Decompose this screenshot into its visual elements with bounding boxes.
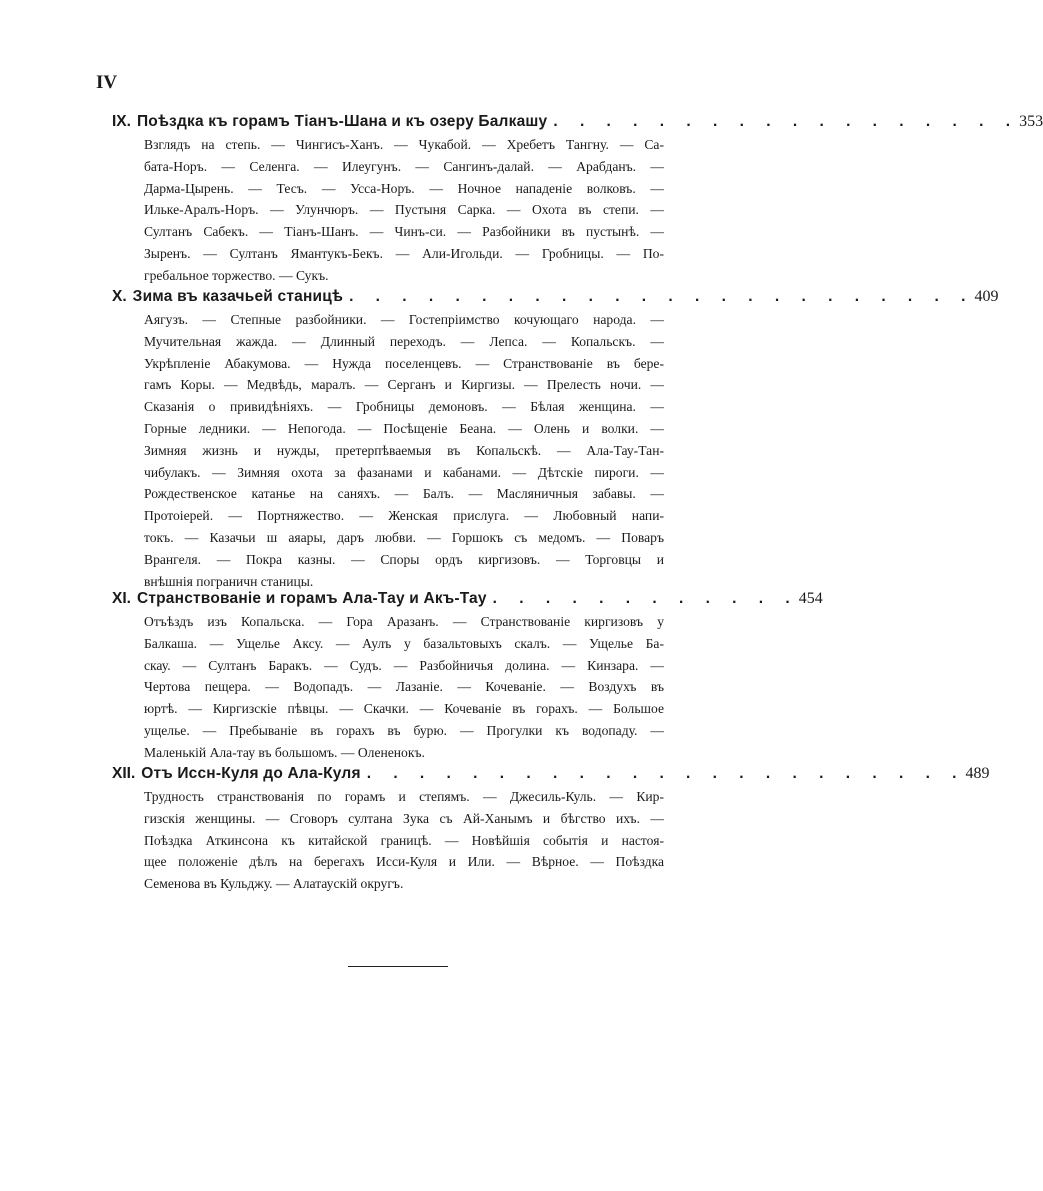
chapter-xii — [112, 762, 990, 895]
summary-line: Дарма-Цырень. — Тесъ. — Усса-Норъ. — Ночное нападеніе волковъ. — — [144, 180, 664, 196]
chapter-heading — [112, 762, 990, 786]
summary-line: Зимняя жизнь и нужды, претерпѣваемыя въ Копальскѣ. — Ала-Тау-Тан- — [144, 442, 664, 458]
chapter-number: IX. — [112, 113, 131, 130]
chapter-number: XI. — [112, 590, 131, 607]
summary-line: внѣшнія пограничн станицы. — [144, 573, 314, 589]
chapter-xi — [112, 587, 823, 764]
page-number: IV — [96, 72, 118, 93]
summary-line: Сказанія о привидѣніяхъ. — Гробницы демоновъ. — Бѣлая женщина. — — [144, 399, 664, 415]
summary-line: Ильке-Аралъ-Норъ. — Улунчюръ. — Пустыня Сарка. — Охота въ степи. — — [144, 202, 664, 218]
chapter-title: Поѣздка къ горамъ Тіанъ-Шана и къ озеру Балкашу — [136, 113, 548, 130]
summary-line: скау. — Султанъ Баракъ. — Судъ. — Разбойничья долина. — Кинзара. — — [144, 657, 664, 673]
leader-dots: . . . . . . . . . . . . — [492, 590, 799, 607]
leader-dots: . . . . . . . . . . . . . . . . . . . . . . . . — [349, 288, 975, 305]
summary-line: ущелье. — Пребываніе въ горахъ въ бурю. — Прогулки къ водопаду. — — [144, 722, 664, 738]
chapter-heading — [112, 110, 1043, 134]
chapter-heading — [112, 285, 999, 309]
summary-line: Взглядъ на степь. — Чингисъ-Ханъ. — Чукабой. — Хребетъ Тангну. — Са- — [144, 137, 664, 152]
summary-line: Рождественское катанье на саняхъ. — Балъ. — Масляничныя забавы. — — [144, 486, 664, 502]
closing-rule — [348, 966, 448, 967]
chapter-page: 489 — [965, 765, 990, 782]
chapter-heading — [112, 587, 823, 611]
summary-line: Семенова въ Кульджу. — Алатаускій округъ. — [144, 876, 404, 892]
chapter-page: 454 — [798, 590, 823, 607]
summary-line: Врангеля. — Покра казны. — Споры ордъ киргизовъ. — Торговцы и — [144, 551, 664, 567]
summary-line: Балкаша. — Ущелье Аксу. — Аулъ у базальтовыхъ скалъ. — Ущелье Ба- — [144, 635, 664, 651]
chapter-page: 353 — [1019, 113, 1043, 130]
summary-line: Султанъ Сабекъ. — Тіанъ-Шанъ. — Чинъ-си. — Разбойники въ пустынѣ. — — [144, 224, 664, 240]
chapter-number: XII. — [112, 765, 136, 782]
summary-line: щее положеніе дѣлъ на берегахъ Исси-Куля и Или. — Вѣрное. — Поѣздка — [144, 854, 664, 870]
summary-line: Чертова пещера. — Водопадъ. — Лазаніе. — Кочеваніе. — Воздухъ въ — [144, 679, 664, 695]
summary-line: токъ. — Казачьи ш аяары, даръ любви. — Горшокъ съ медомъ. — Поваръ — [144, 529, 664, 545]
chapter-summary — [144, 611, 664, 764]
chapter-summary — [144, 786, 664, 895]
chapter-title: Зима въ казачьей станицѣ — [132, 288, 344, 305]
summary-line: Укрѣпленіе Абакумова. — Нужда поселенцевъ. — Странствованіе въ бере- — [144, 355, 664, 371]
summary-line: Мучительная жажда. — Длинный переходъ. — Лепса. — Копальскъ. — — [144, 333, 664, 349]
summary-line: Маленькій Ала-тау въ большомъ. — Олененокъ. — [144, 744, 425, 760]
chapter-x — [112, 285, 999, 592]
summary-line: юртѣ. — Киргизскіе пѣвцы. — Скачки. — Кочеваніе въ горахъ. — Большое — [144, 701, 664, 717]
leader-dots: . . . . . . . . . . . . . . . . . . — [553, 113, 1020, 130]
summary-line: Отъѣздъ изъ Копальска. — Гора Аразанъ. — Странствованіе киргизовъ у — [144, 614, 664, 629]
chapter-page: 409 — [974, 288, 999, 305]
chapter-title: Отъ Иссн-Куля до Ала-Куля — [141, 765, 361, 782]
chapter-summary — [144, 134, 664, 287]
summary-line: Трудность странствованія по горамъ и степямъ. — Джесиль-Куль. — Кир- — [144, 789, 664, 804]
chapter-number: X. — [112, 288, 127, 305]
summary-line: Зыренъ. — Султанъ Ямантукъ-Бекъ. — Али-Игольди. — Гробницы. — По- — [144, 245, 664, 261]
summary-line: бата-Норъ. — Селенга. — Илеугунъ. — Сангинъ-далай. — Арабданъ. — — [144, 158, 664, 174]
summary-line: гизскія женщины. — Сговоръ султана Зука съ Ай-Ханымъ и бѣгство ихъ. — — [144, 810, 664, 826]
chapter-title: Странствованіе и горамъ Ала-Тау и Акъ-Тау — [136, 590, 487, 607]
summary-line: Аягузъ. — Степные разбойники. — Гостепріимство кочующаго народа. — — [144, 312, 664, 327]
summary-line: Поѣздка Аткинсона къ китайской границѣ. — Новѣйшія событія и настоя- — [144, 832, 664, 848]
summary-line: Протоіерей. — Портняжество. — Женская прислуга. — Любовный напи- — [144, 508, 664, 524]
summary-line: гребальное торжество. — Сукъ. — [144, 267, 329, 283]
summary-line: чибулакъ. — Зимняя охота за фазанами и кабанами. — Дѣтскіе пироги. — — [144, 464, 664, 480]
chapter-ix — [112, 110, 1043, 287]
summary-line: Горные ледники. — Непогода. — Посѣщеніе Беана. — Олень и волки. — — [144, 420, 664, 436]
chapter-summary — [144, 309, 664, 592]
leader-dots: . . . . . . . . . . . . . . . . . . . . . . . — [366, 765, 966, 782]
summary-line: гамъ Коры. — Медвѣдь, маралъ. — Серганъ и Киргизы. — Прелесть ночи. — — [144, 377, 664, 393]
